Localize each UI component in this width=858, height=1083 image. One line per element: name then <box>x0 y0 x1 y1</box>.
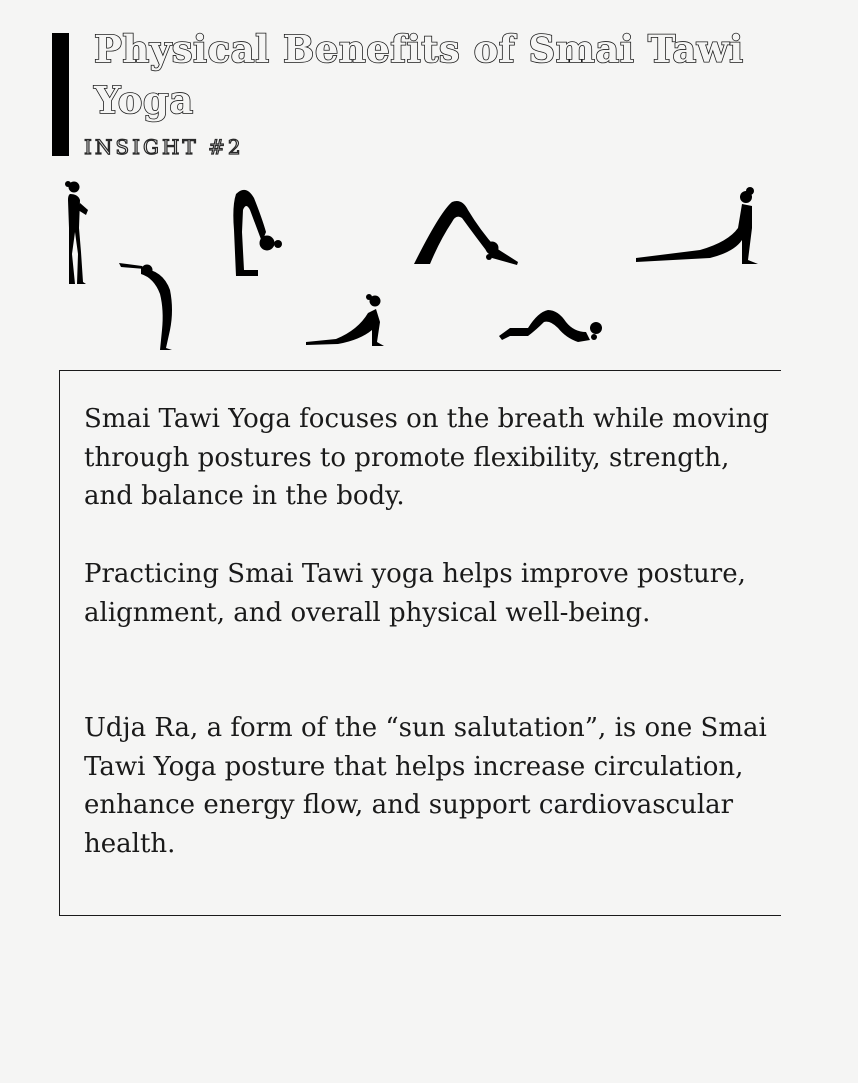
cobra-pose-icon <box>636 187 758 264</box>
backbend-pose-icon <box>119 263 172 350</box>
paragraph-udja-ra: Udja Ra, a form of the “sun salutation”, is one Smai Tawi Yoga posture that helps increase circulation, enhance energy flow, and support cardiovascular health. <box>84 713 767 859</box>
standing-prayer-pose-icon <box>65 181 88 284</box>
forward-fold-pose-icon <box>233 190 282 276</box>
yoga-poses-illustration <box>0 170 858 360</box>
paragraph-posture-alignment: Practicing Smai Tawi yoga helps improve posture, alignment, and overall physical well-being. <box>84 559 746 628</box>
downward-dog-pose-icon <box>414 201 518 265</box>
content-box <box>59 370 781 916</box>
low-lunge-pose-icon <box>306 294 384 346</box>
accent-bar <box>52 33 69 156</box>
paragraph-breath-flexibility: Smai Tawi Yoga focuses on the breath while moving through postures to promote flexibility, strength, and balance in the body. <box>84 404 770 511</box>
insight-label: INSIGHT #2 <box>84 135 244 159</box>
page-title: Physical Benefits of Smai Tawi Yoga <box>94 27 744 122</box>
knees-chest-chin-pose-icon <box>499 310 602 342</box>
